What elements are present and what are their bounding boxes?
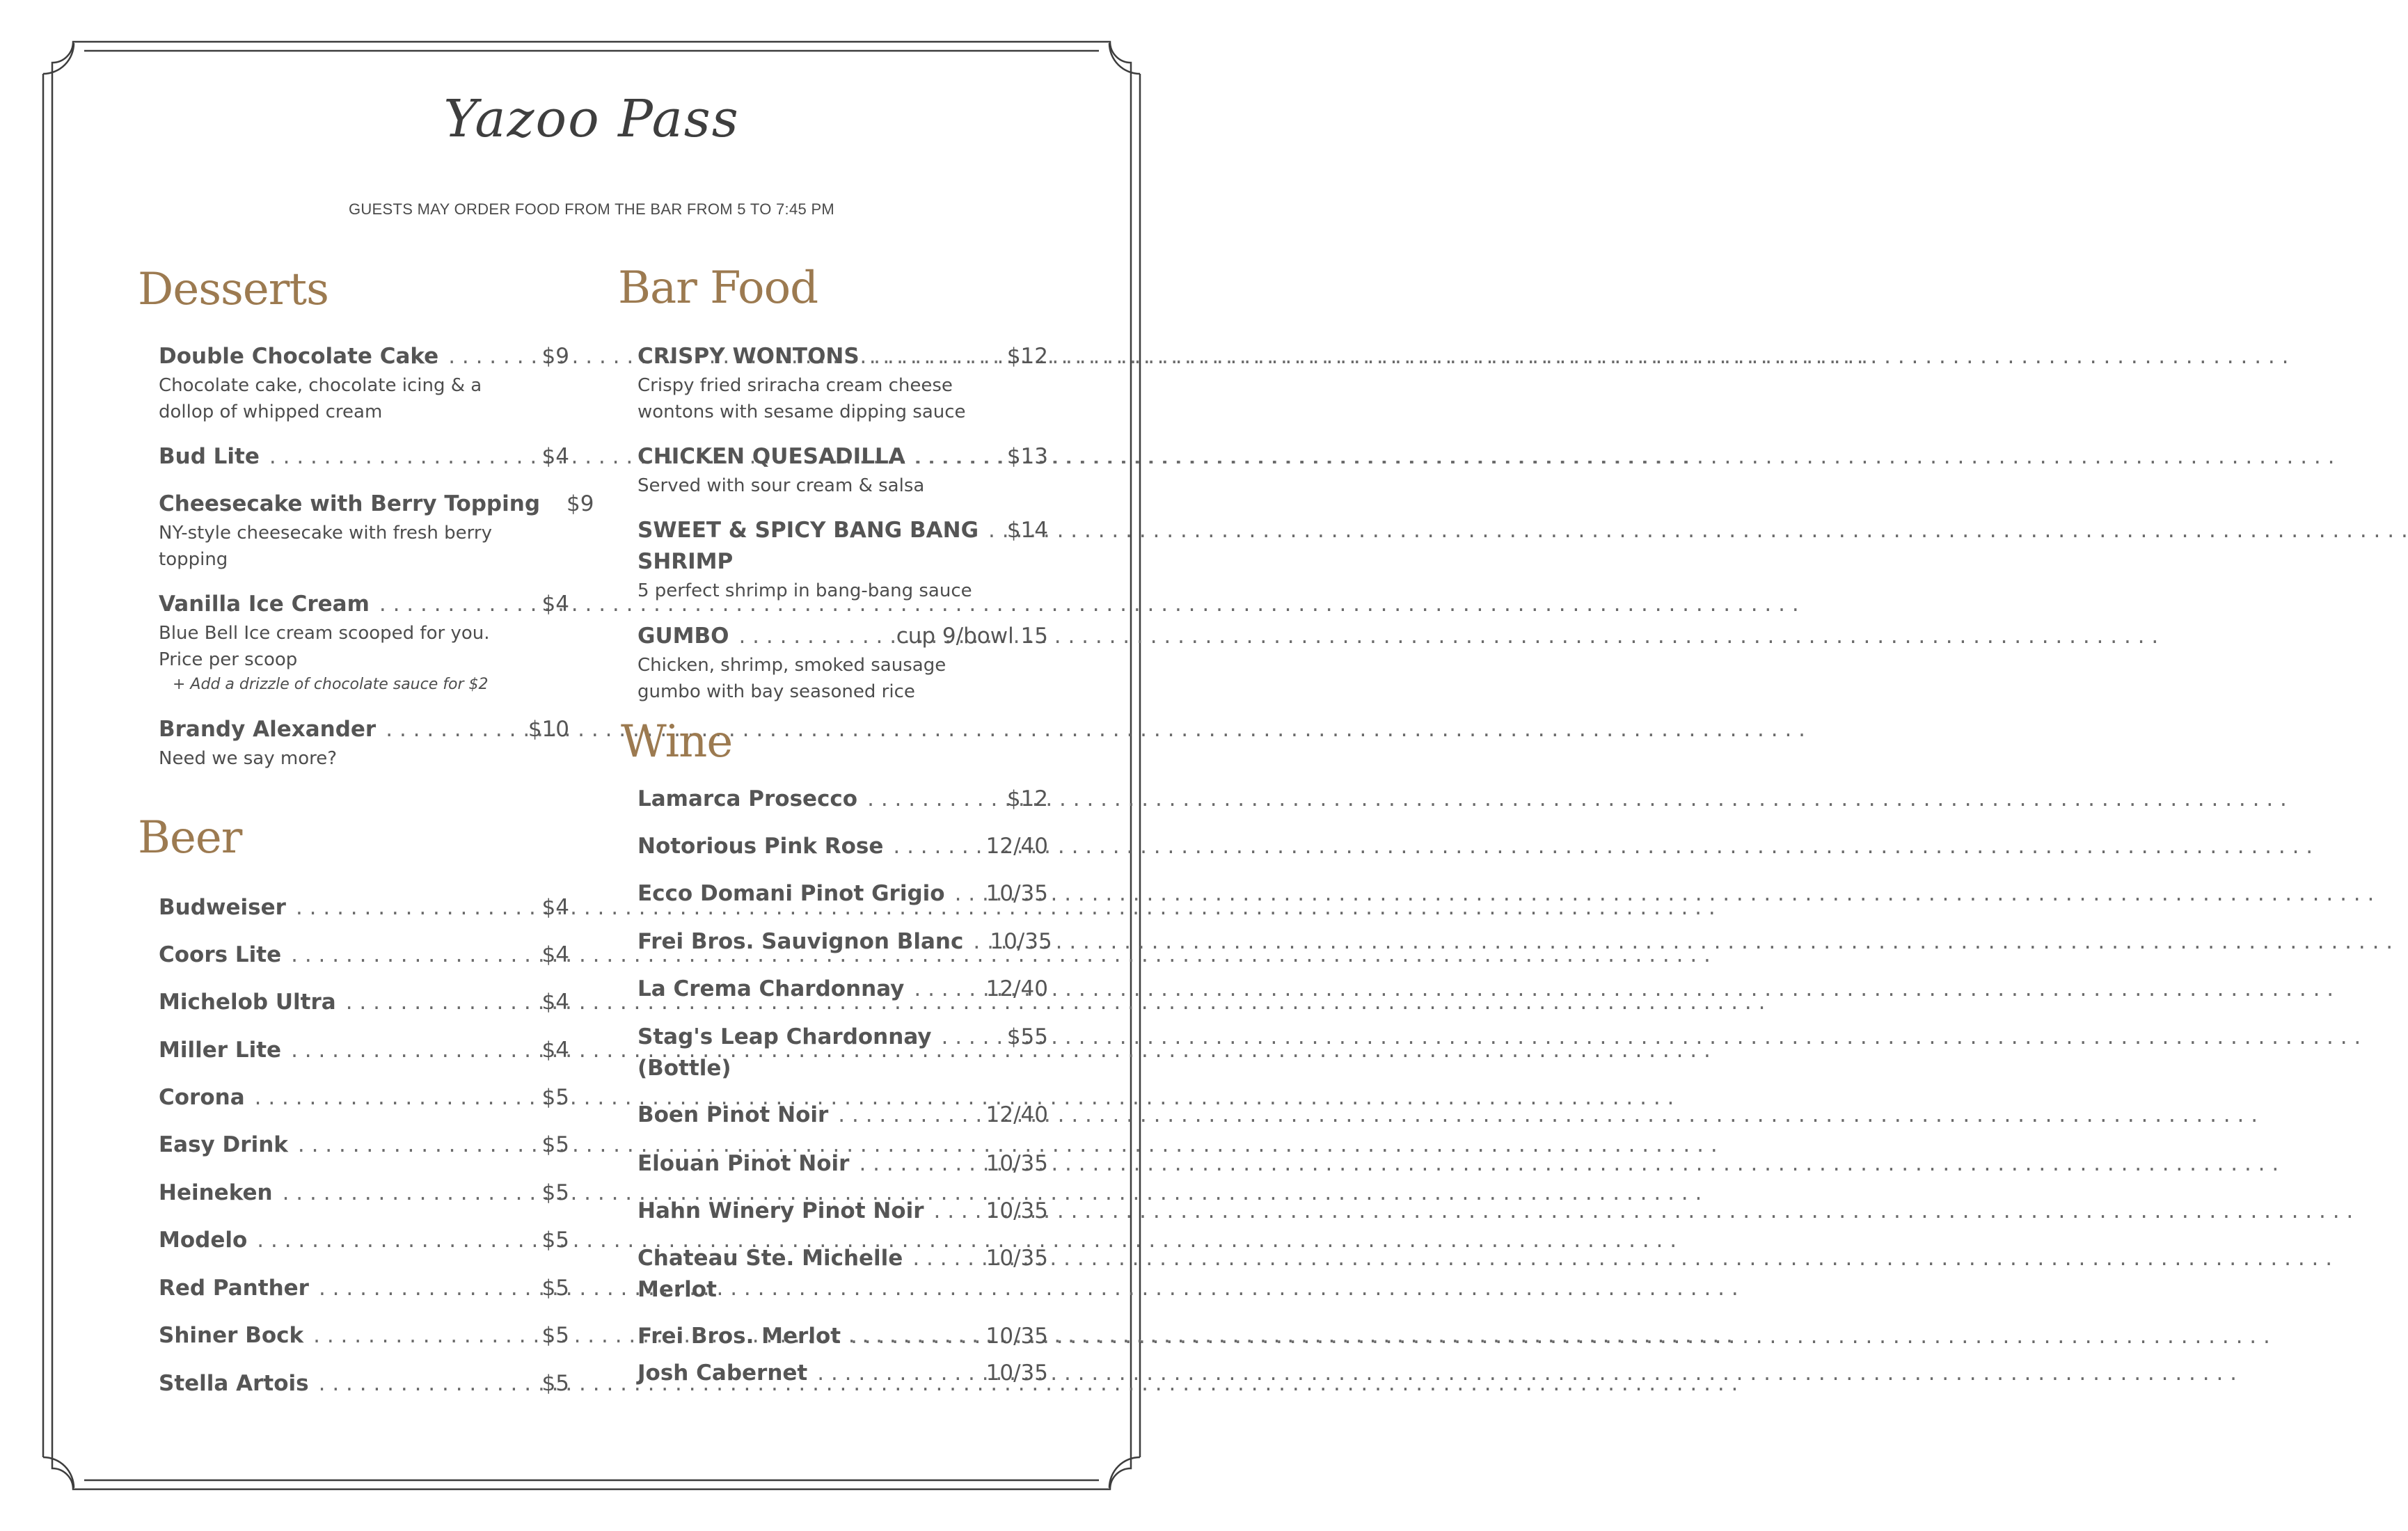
item-description: Price per scoop	[159, 649, 298, 670]
bar-food-heading: Bar Food	[618, 262, 818, 314]
item-name: SWEET & SPICY BANG BANG	[637, 518, 979, 543]
item-price: $4	[541, 1038, 569, 1063]
leader-dots	[283, 1177, 539, 1209]
menu-item	[159, 1225, 569, 1256]
item-price: $4	[541, 592, 569, 617]
item-name: Coors Lite	[159, 942, 282, 967]
item-name: CHICKEN QUESADILLA	[637, 444, 905, 469]
item-name: Elouan Pinot Noir	[637, 1151, 850, 1176]
menu-item	[637, 831, 1048, 862]
leader-dots	[850, 1321, 983, 1352]
leader-dots	[867, 784, 1004, 815]
desserts-heading: Desserts	[138, 264, 328, 315]
leader-dots	[912, 1243, 983, 1274]
leader-dots	[291, 1035, 539, 1066]
item-description: Served with sour cream & salsa	[637, 475, 925, 496]
menu-item	[159, 589, 569, 697]
menu-item	[637, 1321, 1048, 1352]
leader-dots	[386, 714, 525, 745]
beer-heading: Beer	[138, 812, 242, 864]
leader-dots	[269, 441, 539, 473]
menu-item	[159, 1273, 569, 1304]
item-description: topping	[159, 549, 228, 570]
leader-dots	[973, 926, 987, 958]
item-price: $12	[1006, 344, 1048, 369]
item-price: $10	[528, 717, 569, 742]
item-price: 12/40	[985, 834, 1048, 859]
item-name: Bud Lite	[159, 444, 260, 469]
item-description: Chocolate cake, chocolate icing & a	[159, 375, 482, 396]
menu-item	[159, 1320, 569, 1351]
menu-item	[637, 621, 1048, 705]
item-name: Corona	[159, 1085, 245, 1110]
item-name: Stag's Leap Chardonnay	[637, 1024, 932, 1049]
leader-dots	[933, 1196, 983, 1227]
menu-item	[637, 515, 1048, 604]
leader-dots	[988, 515, 1004, 546]
item-name: Boen Pinot Noir	[637, 1102, 829, 1127]
menu-item	[637, 974, 1048, 1005]
ordering-hours-note: GUESTS MAY ORDER FOOD FROM THE BAR FROM 5 TO 7:45 PM	[348, 200, 835, 218]
menu-item	[637, 784, 1048, 815]
menu-item	[637, 926, 1052, 958]
menu-item	[159, 1082, 569, 1113]
leader-dots	[869, 341, 1004, 372]
leader-dots	[448, 341, 539, 372]
leader-dots	[942, 1022, 1004, 1053]
item-price: 12/40	[985, 1102, 1048, 1127]
leader-dots	[914, 974, 983, 1005]
item-name: Cheesecake with Berry Topping	[159, 491, 541, 516]
item-price: 10/35	[985, 1324, 1048, 1349]
leader-dots	[915, 441, 1004, 473]
menu-item	[637, 1148, 1048, 1180]
menu-item	[159, 1368, 569, 1399]
item-description: Crispy fried sriracha cream cheese	[637, 375, 953, 396]
item-price: 10/35	[985, 881, 1048, 906]
item-name-continued: (Bottle)	[637, 1056, 731, 1081]
leader-dots	[379, 589, 539, 620]
restaurant-title: Yazoo Pass	[443, 89, 740, 149]
menu-item	[159, 1035, 569, 1066]
item-addon-note: + Add a drizzle of chocolate sauce for $2	[173, 676, 489, 693]
menu-item	[637, 341, 1048, 425]
item-price: $5	[541, 1132, 569, 1157]
wine-heading: Wine	[621, 716, 733, 768]
item-price: $14	[1006, 518, 1048, 543]
item-price: $12	[1006, 786, 1048, 811]
menu-item	[159, 489, 594, 573]
leader-dots	[255, 1082, 539, 1113]
item-name: GUMBO	[637, 624, 729, 649]
menu-item	[637, 878, 1048, 910]
item-name: Vanilla Ice Cream	[159, 592, 370, 617]
item-description: dollop of whipped cream	[159, 402, 383, 422]
item-description: gumbo with bay seasoned rice	[637, 681, 915, 702]
item-name: Miller Lite	[159, 1038, 282, 1063]
item-name-continued: SHRIMP	[637, 549, 734, 574]
leader-dots	[257, 1225, 539, 1256]
item-price: $55	[1006, 1024, 1048, 1049]
item-price: $4	[541, 990, 569, 1015]
item-price: $5	[541, 1228, 569, 1253]
menu-item	[159, 714, 569, 772]
item-price: $4	[541, 895, 569, 920]
leader-dots	[346, 987, 539, 1018]
leader-dots	[955, 878, 983, 910]
item-price: $5	[541, 1371, 569, 1396]
item-name: Michelob Ultra	[159, 990, 336, 1015]
leader-dots	[313, 1320, 539, 1351]
item-name: Double Chocolate Cake	[159, 344, 439, 369]
item-price: 10/35	[990, 929, 1052, 954]
item-name: Shiner Bock	[159, 1323, 304, 1348]
item-description: Blue Bell Ice cream scooped for you.	[159, 623, 490, 644]
leader-dots	[738, 621, 893, 652]
item-price: $5	[541, 1276, 569, 1301]
leader-dots	[296, 892, 539, 923]
menu-item	[637, 441, 1048, 499]
item-name: Frei Bros. Merlot	[637, 1324, 841, 1349]
item-name: Brandy Alexander	[159, 717, 377, 742]
item-name: Stella Artois	[159, 1371, 309, 1396]
item-description: 5 perfect shrimp in bang-bang sauce	[637, 580, 972, 601]
item-name: Ecco Domani Pinot Grigio	[637, 881, 945, 906]
menu-item	[159, 892, 569, 923]
item-name: Modelo	[159, 1228, 248, 1253]
menu-item	[637, 1243, 1048, 1306]
leader-dots	[319, 1368, 539, 1399]
right-column	[618, 0, 1052, 1531]
item-price: $4	[541, 942, 569, 967]
leader-dots	[859, 1148, 983, 1180]
item-name: Heineken	[159, 1180, 273, 1205]
item-name: Lamarca Prosecco	[637, 786, 858, 811]
item-price: 12/40	[985, 976, 1048, 1001]
item-name: Notorious Pink Rose	[637, 834, 884, 859]
item-price: $9	[567, 491, 594, 516]
item-price: 10/35	[985, 1151, 1048, 1176]
menu-item	[637, 1196, 1048, 1227]
item-name: Easy Drink	[159, 1132, 288, 1157]
item-name: Red Panther	[159, 1276, 309, 1301]
item-name: Budweiser	[159, 895, 286, 920]
item-price: $4	[541, 444, 569, 469]
item-name-continued: Merlot	[637, 1277, 717, 1302]
item-name: CRISPY WONTONS	[637, 344, 860, 369]
menu-item	[159, 341, 569, 425]
item-price: $5	[541, 1323, 569, 1348]
menu-item	[637, 1100, 1048, 1131]
item-description: Chicken, shrimp, smoked sausage	[637, 655, 946, 676]
menu-item	[637, 1358, 1048, 1389]
item-price: $9	[541, 344, 569, 369]
item-name: La Crema Chardonnay	[637, 976, 905, 1001]
menu-item	[159, 1177, 569, 1209]
item-price: 10/35	[985, 1198, 1048, 1223]
leader-dots	[817, 1358, 983, 1389]
item-description: wontons with sesame dipping sauce	[637, 402, 966, 422]
item-price: $5	[541, 1085, 569, 1110]
menu-item	[159, 1129, 569, 1161]
menu-item	[159, 987, 569, 1018]
item-name: Frei Bros. Sauvignon Blanc	[637, 929, 964, 954]
leader-dots	[838, 1100, 983, 1131]
leader-dots	[319, 1273, 539, 1304]
leader-dots	[893, 831, 983, 862]
item-price: $5	[541, 1180, 569, 1205]
item-price: 10/35	[985, 1246, 1048, 1271]
item-description: Need we say more?	[159, 748, 338, 769]
menu-item	[159, 939, 569, 971]
leader-dots	[298, 1129, 539, 1161]
item-name: Josh Cabernet	[637, 1361, 808, 1386]
menu-item	[159, 441, 569, 473]
item-name: Hahn Winery Pinot Noir	[637, 1198, 924, 1223]
item-price: 10/35	[985, 1361, 1048, 1386]
item-price: $13	[1006, 444, 1048, 469]
menu-item	[637, 1022, 1048, 1084]
item-price: cup 9/bowl 15	[896, 624, 1048, 649]
item-description: NY-style cheesecake with fresh berry	[159, 523, 492, 544]
item-name: Chateau Ste. Michelle	[637, 1246, 903, 1271]
leader-dots	[291, 939, 539, 971]
